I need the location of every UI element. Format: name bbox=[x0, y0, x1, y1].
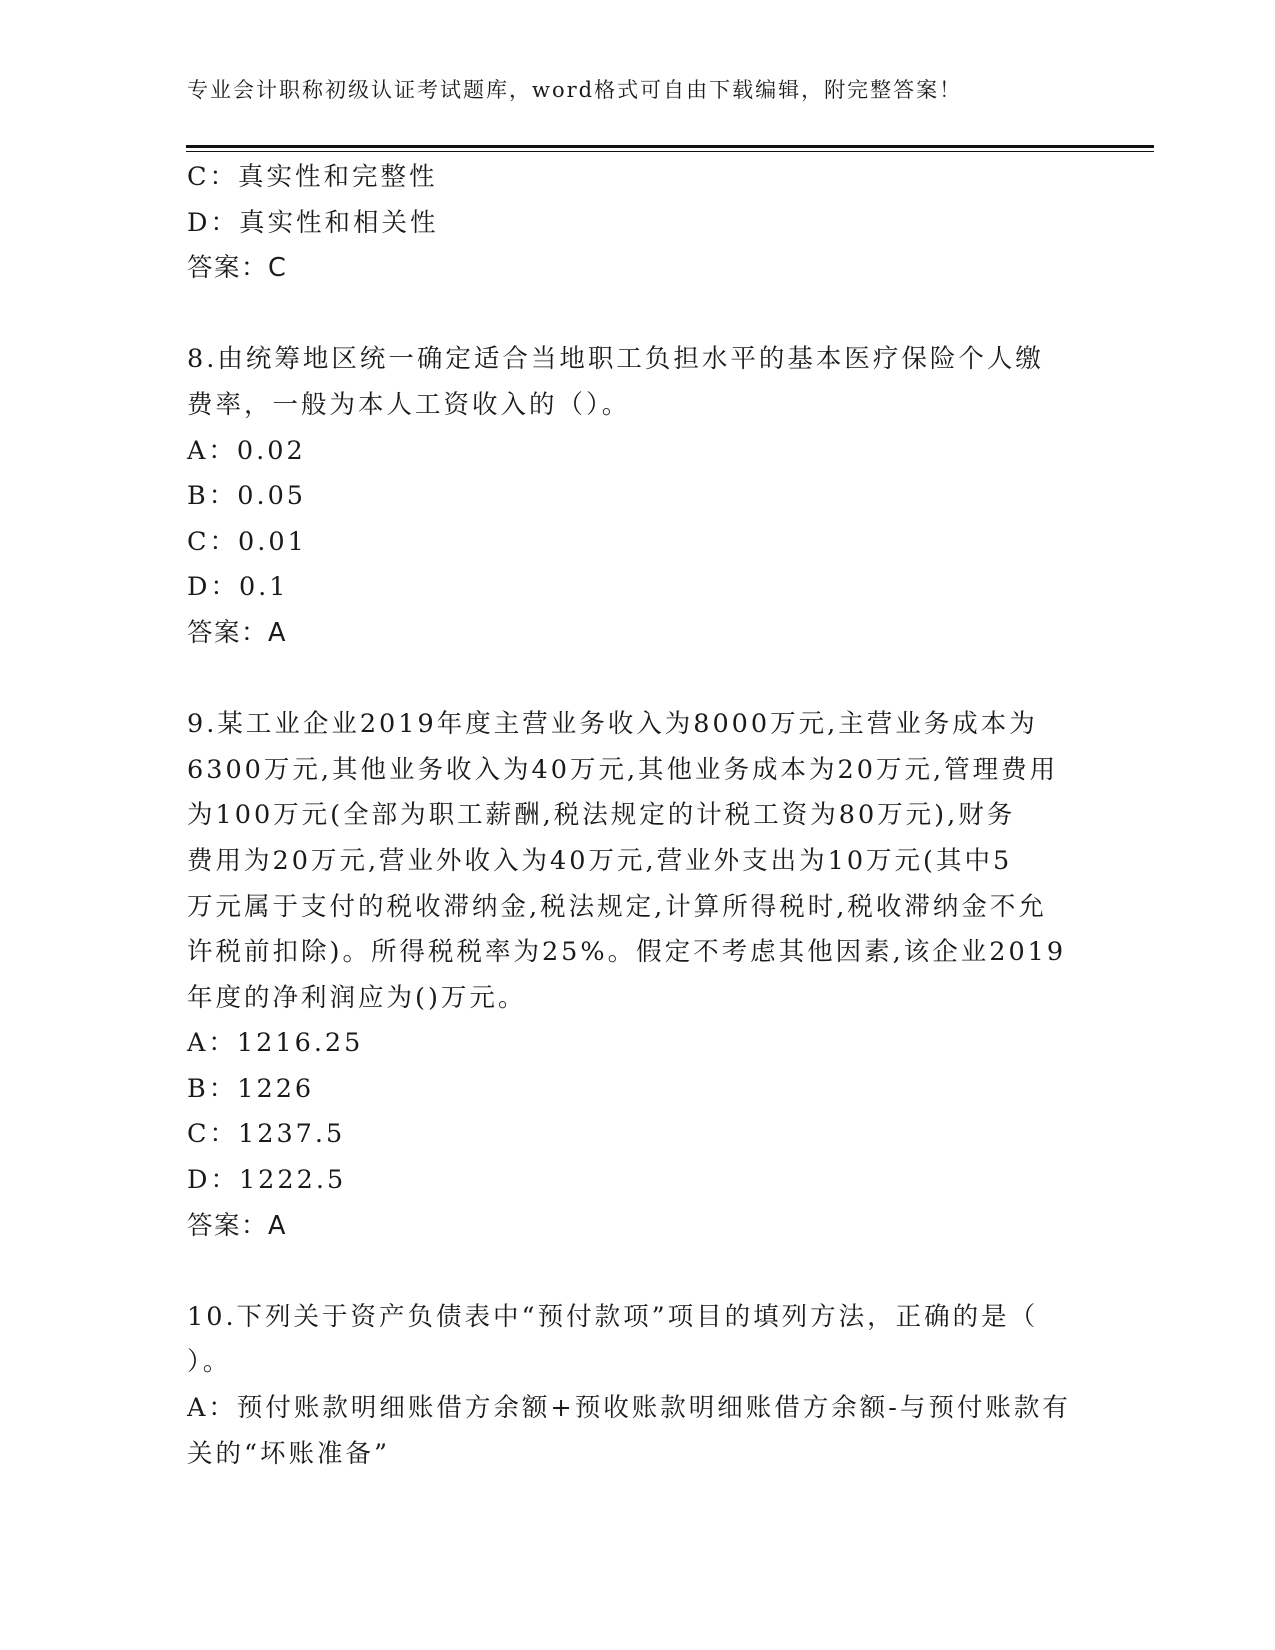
option-line: A：1216.25 bbox=[187, 1028, 364, 1059]
question-text: 为100万元(全部为职工薪酬,税法规定的计税工资为80万元),财务 bbox=[187, 800, 1016, 831]
question-text: 许税前扣除)。所得税税率为25%。假定不考虑其他因素,该企业2019 bbox=[187, 937, 1067, 968]
header-rule-thick bbox=[186, 145, 1154, 148]
spacer bbox=[187, 292, 1087, 338]
question-text: 年度的净利润应为()万元。 bbox=[187, 982, 527, 1013]
question-text: 费用为20万元,营业外收入为40万元,营业外支出为10万元(其中5 bbox=[187, 845, 1013, 876]
question-text: 9.某工业企业2019年度主营业务收入为8000万元,主营业务成本为 bbox=[187, 709, 1038, 740]
header-rule-thin bbox=[186, 151, 1154, 152]
option-line: C：0.01 bbox=[187, 526, 307, 557]
answer-line: 答案：A bbox=[187, 617, 287, 648]
page-header: 专业会计职称初级认证考试题库，word格式可自由下载编辑，附完整答案！ bbox=[187, 78, 963, 102]
answer-line: 答案：C bbox=[187, 253, 288, 284]
option-line: D：0.1 bbox=[187, 572, 289, 603]
option-line: A：预付账款明细账借方余额+预收账款明细账借方余额-与预付账款有 bbox=[187, 1393, 1071, 1424]
option-line: C：1237.5 bbox=[187, 1119, 346, 1150]
question-text: ）。 bbox=[187, 1347, 232, 1378]
spacer bbox=[187, 657, 1087, 703]
option-line: A：0.02 bbox=[187, 435, 306, 466]
option-line: D：1222.5 bbox=[187, 1165, 347, 1196]
option-continuation: 关的“坏账准备” bbox=[187, 1438, 391, 1469]
option-line: B：1226 bbox=[187, 1073, 315, 1104]
exam-content bbox=[187, 155, 1087, 1477]
question-text: 10.下列关于资产负债表中“预付款项”项目的填列方法，正确的是（ bbox=[187, 1301, 1039, 1332]
option-line: C：真实性和完整性 bbox=[187, 162, 438, 192]
question-text: 费率，一般为本人工资收入的（）。 bbox=[187, 389, 631, 420]
answer-line: 答案：A bbox=[187, 1210, 287, 1241]
option-line: D：真实性和相关性 bbox=[187, 207, 439, 238]
question-text: 万元属于支付的税收滞纳金,税法规定,计算所得税时,税收滞纳金不允 bbox=[187, 891, 1047, 922]
question-text: 8.由统筹地区统一确定适合当地职工负担水平的基本医疗保险个人缴 bbox=[187, 344, 1044, 375]
spacer bbox=[187, 1249, 1087, 1295]
question-text: 6300万元,其他业务收入为40万元,其他业务成本为20万元,管理费用 bbox=[187, 754, 1059, 785]
option-line: B：0.05 bbox=[187, 481, 307, 512]
